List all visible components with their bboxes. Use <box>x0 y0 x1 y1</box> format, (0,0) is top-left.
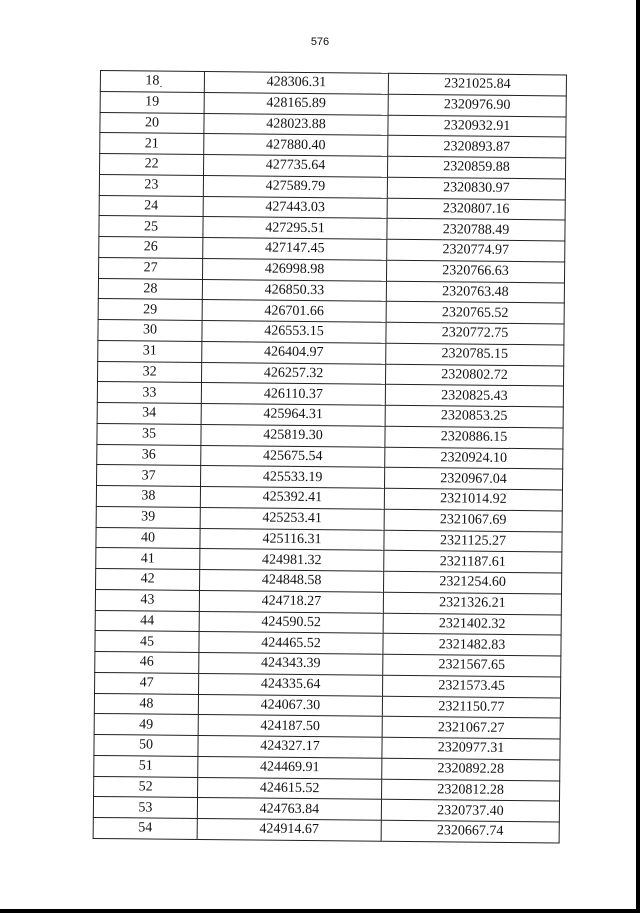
point-number-cell: 52 <box>94 776 198 798</box>
x-coordinate-cell: 425819.30 <box>201 424 385 447</box>
point-number-cell: 49 <box>94 714 198 736</box>
point-number-cell: 37 <box>97 465 201 487</box>
point-number-cell: 30 <box>98 319 202 341</box>
x-coordinate-cell: 427295.51 <box>203 217 387 240</box>
point-number-cell: 32 <box>98 361 202 383</box>
table-row <box>93 817 559 842</box>
x-coordinate-cell: 424187.50 <box>198 715 382 738</box>
page-number: 576 <box>310 36 330 48</box>
y-coordinate-cell: 2320774.97 <box>387 239 565 261</box>
x-coordinate-cell: 424343.39 <box>199 652 383 675</box>
y-coordinate-cell: 2320763.48 <box>386 281 564 303</box>
point-number-cell: 28 <box>98 278 202 300</box>
y-coordinate-cell: 2321326.21 <box>383 592 561 614</box>
point-number-cell: 45 <box>95 631 199 653</box>
point-number-cell: 51 <box>94 755 198 777</box>
x-coordinate-cell: 425253.41 <box>200 507 384 530</box>
point-number-cell: 29 <box>98 299 202 321</box>
x-coordinate-cell: 424914.67 <box>197 818 381 841</box>
y-coordinate-cell: 2320924.10 <box>385 447 563 469</box>
y-coordinate-cell: 2320802.72 <box>385 364 563 386</box>
point-number-cell: 48 <box>94 693 198 715</box>
coordinate-table <box>93 70 567 843</box>
x-coordinate-cell: 426110.37 <box>201 383 385 406</box>
y-coordinate-cell: 2320667.74 <box>381 820 559 842</box>
y-coordinate-cell: 2320830.97 <box>387 177 565 199</box>
x-coordinate-cell: 424469.91 <box>198 756 382 779</box>
x-coordinate-cell: 424327.17 <box>198 735 382 758</box>
y-coordinate-cell: 2320853.25 <box>385 405 563 427</box>
point-number-cell: 41 <box>96 548 200 570</box>
x-coordinate-cell: 426553.15 <box>202 320 386 343</box>
x-coordinate-cell: 425675.54 <box>201 445 385 468</box>
x-coordinate-cell: 424718.27 <box>199 590 383 613</box>
coordinate-table-wrapper <box>93 70 566 843</box>
y-coordinate-cell: 2320765.52 <box>386 302 564 324</box>
point-number-cell: 46 <box>95 651 199 673</box>
y-coordinate-cell: 2321067.27 <box>382 716 560 738</box>
point-number-cell: 23 <box>99 174 203 196</box>
y-coordinate-cell: 2321067.69 <box>384 509 562 531</box>
point-number-cell: 31 <box>98 340 202 362</box>
point-number-cell: 22 <box>99 154 203 176</box>
point-number-cell: 24 <box>99 195 203 217</box>
y-coordinate-cell: 2320892.28 <box>382 758 560 780</box>
y-coordinate-cell: 2320825.43 <box>385 385 563 407</box>
x-coordinate-cell: 424465.52 <box>199 632 383 655</box>
y-coordinate-cell: 2320977.31 <box>382 737 560 759</box>
x-coordinate-cell: 427735.64 <box>203 154 387 177</box>
x-coordinate-cell: 424848.58 <box>200 569 384 592</box>
x-coordinate-cell: 426257.32 <box>202 362 386 385</box>
x-coordinate-cell: 427880.40 <box>204 134 388 157</box>
x-coordinate-cell: 425392.41 <box>200 486 384 509</box>
x-coordinate-cell: 425964.31 <box>201 403 385 426</box>
point-number-cell: 35 <box>97 423 201 445</box>
point-number-cell: 53 <box>93 797 197 819</box>
point-number-cell: 39 <box>96 506 200 528</box>
point-number-cell: 33 <box>97 382 201 404</box>
x-coordinate-cell: 424763.84 <box>197 798 381 821</box>
x-coordinate-cell: 427147.45 <box>203 237 387 260</box>
y-coordinate-cell: 2320772.75 <box>386 322 564 344</box>
y-coordinate-cell: 2321482.83 <box>383 633 561 655</box>
y-coordinate-cell: 2320737.40 <box>381 799 559 821</box>
y-coordinate-cell: 2320785.15 <box>386 343 564 365</box>
point-number-cell: 34 <box>97 402 201 424</box>
point-number-cell: 25 <box>99 216 203 238</box>
x-coordinate-cell: 428165.89 <box>204 92 388 115</box>
x-coordinate-cell: 424981.32 <box>200 549 384 572</box>
point-number-cell: 20 <box>100 112 204 134</box>
y-coordinate-cell: 2320859.88 <box>387 156 565 178</box>
y-coordinate-cell: 2320886.15 <box>385 426 563 448</box>
y-coordinate-cell: 2321125.27 <box>384 530 562 552</box>
y-coordinate-cell: 2321573.45 <box>383 675 561 697</box>
x-coordinate-cell: 424067.30 <box>198 694 382 717</box>
x-coordinate-cell: 425533.19 <box>201 466 385 489</box>
point-number-cell: 19 <box>100 91 204 113</box>
y-coordinate-cell: 2321187.61 <box>384 550 562 572</box>
x-coordinate-cell: 428023.88 <box>204 113 388 136</box>
y-coordinate-cell: 2321014.92 <box>384 488 562 510</box>
point-number-cell: 47 <box>95 672 199 694</box>
x-coordinate-cell: 424615.52 <box>198 777 382 800</box>
y-coordinate-cell: 2320807.16 <box>387 198 565 220</box>
x-coordinate-cell: 424590.52 <box>199 611 383 634</box>
x-coordinate-cell: 424335.64 <box>199 673 383 696</box>
point-number-cell: 21 <box>100 133 204 155</box>
x-coordinate-cell: 428306.31 <box>204 72 388 95</box>
scan-edge-right <box>636 0 640 913</box>
scan-edge-bottom <box>0 909 640 913</box>
point-number-cell: 26 <box>99 236 203 258</box>
y-coordinate-cell: 2320812.28 <box>382 779 560 801</box>
y-coordinate-cell: 2320976.90 <box>388 94 566 116</box>
coordinate-table-body <box>93 71 566 843</box>
x-coordinate-cell: 425116.31 <box>200 528 384 551</box>
x-coordinate-cell: 427443.03 <box>203 196 387 219</box>
point-number-cell: 50 <box>94 734 198 756</box>
point-number-cell: 38 <box>96 485 200 507</box>
y-coordinate-cell: 2320932.91 <box>388 115 566 137</box>
point-number-cell: 27 <box>99 257 203 279</box>
point-number-cell: 18 <box>100 71 204 93</box>
point-number-cell: 43 <box>95 589 199 611</box>
x-coordinate-cell: 426404.97 <box>202 341 386 364</box>
y-coordinate-cell: 2321150.77 <box>382 696 560 718</box>
y-coordinate-cell: 2320967.04 <box>384 468 562 490</box>
point-number-cell: 36 <box>97 444 201 466</box>
x-coordinate-cell: 426850.33 <box>202 279 386 302</box>
y-coordinate-cell: 2321567.65 <box>383 654 561 676</box>
point-number-cell: 40 <box>96 527 200 549</box>
y-coordinate-cell: 2321254.60 <box>384 571 562 593</box>
point-number-cell: 54 <box>93 817 197 839</box>
point-number-cell: 44 <box>95 610 199 632</box>
y-coordinate-cell: 2320766.63 <box>386 260 564 282</box>
y-coordinate-cell: 2320893.87 <box>388 136 566 158</box>
y-coordinate-cell: 2320788.49 <box>387 219 565 241</box>
y-coordinate-cell: 2321402.32 <box>383 613 561 635</box>
x-coordinate-cell: 427589.79 <box>203 175 387 198</box>
y-coordinate-cell: 2321025.84 <box>388 73 566 95</box>
x-coordinate-cell: 426701.66 <box>202 300 386 323</box>
x-coordinate-cell: 426998.98 <box>202 258 386 281</box>
point-number-cell: 42 <box>96 568 200 590</box>
